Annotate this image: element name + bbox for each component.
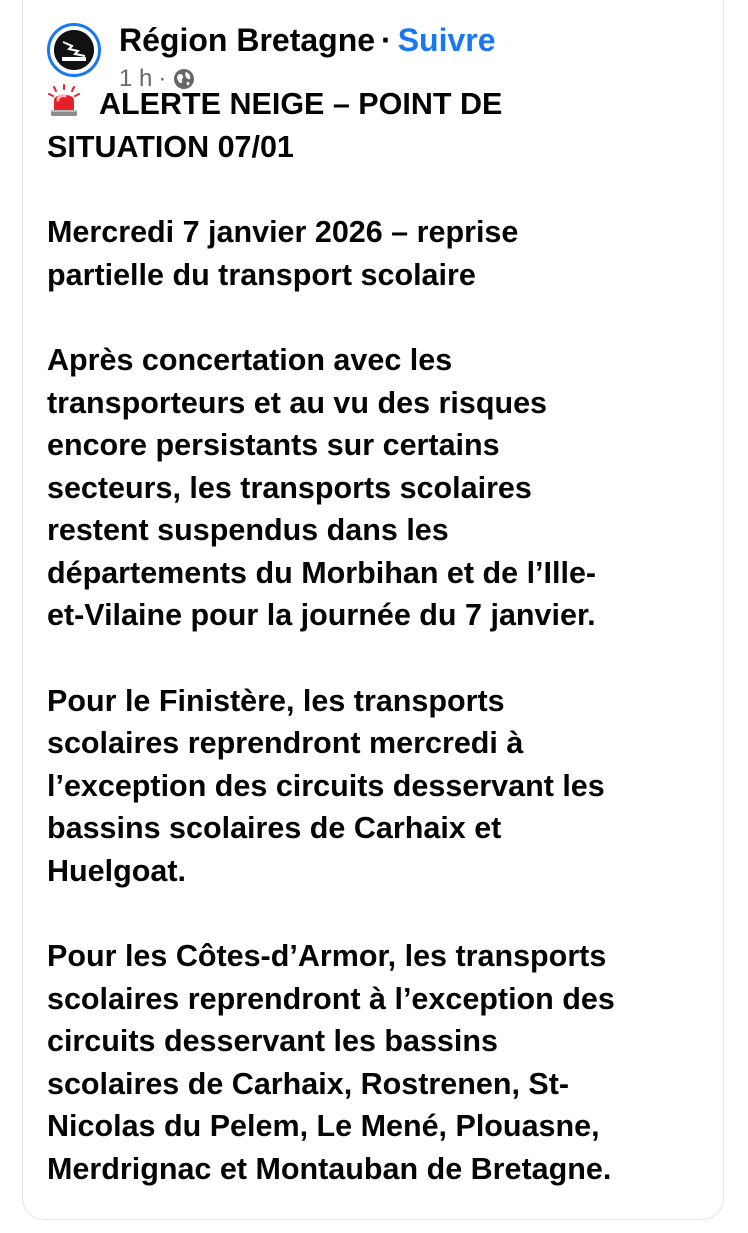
alert-heading: ALERTE NEIGE – POINT DE SITUATION 07/01 [47,87,503,164]
region-bretagne-logo-icon [54,30,94,70]
post-body [47,83,709,1233]
author-name[interactable]: Région Bretagne [119,22,376,58]
post-title-line [119,21,496,59]
post-paragraph: Mercredi 7 janvier 2026 – reprise partielle du transport scolaire [47,215,519,292]
post-paragraph-alert [47,83,709,168]
post-paragraph: Pour le Finistère, les transports scolaires reprendront mercredi à l’exception des circuits desservant les bassins scolaires de Carhaix et Huelgoat. [47,683,605,888]
post-timestamp[interactable]: 1 h [119,65,153,92]
avatar[interactable] [47,23,101,77]
rotating-light-icon [47,84,81,118]
post-paragraph: Après concertation avec les transporteurs et au vu des risques encore persistants sur certains secteurs, les transports scolaires restent suspendus dans les départements du Morbihan et de l’Ille- et-Vilaine pour la journée du 7 janvier. [47,343,597,632]
follow-button[interactable]: Suivre [397,22,496,58]
post-paragraph: Pour les Côtes-d’Armor, les transports scolaires reprendront à l’exception des circuits desservant les bassins scolaires de Carhaix, Rostrenen, St- Nicolas du Pelem, Le Mené, Plouasne, Merdrignac et Montauban de Bretagne. [47,939,615,1186]
meta-separator: · [158,65,167,92]
post-card [22,0,724,1220]
title-separator: · [381,22,392,58]
